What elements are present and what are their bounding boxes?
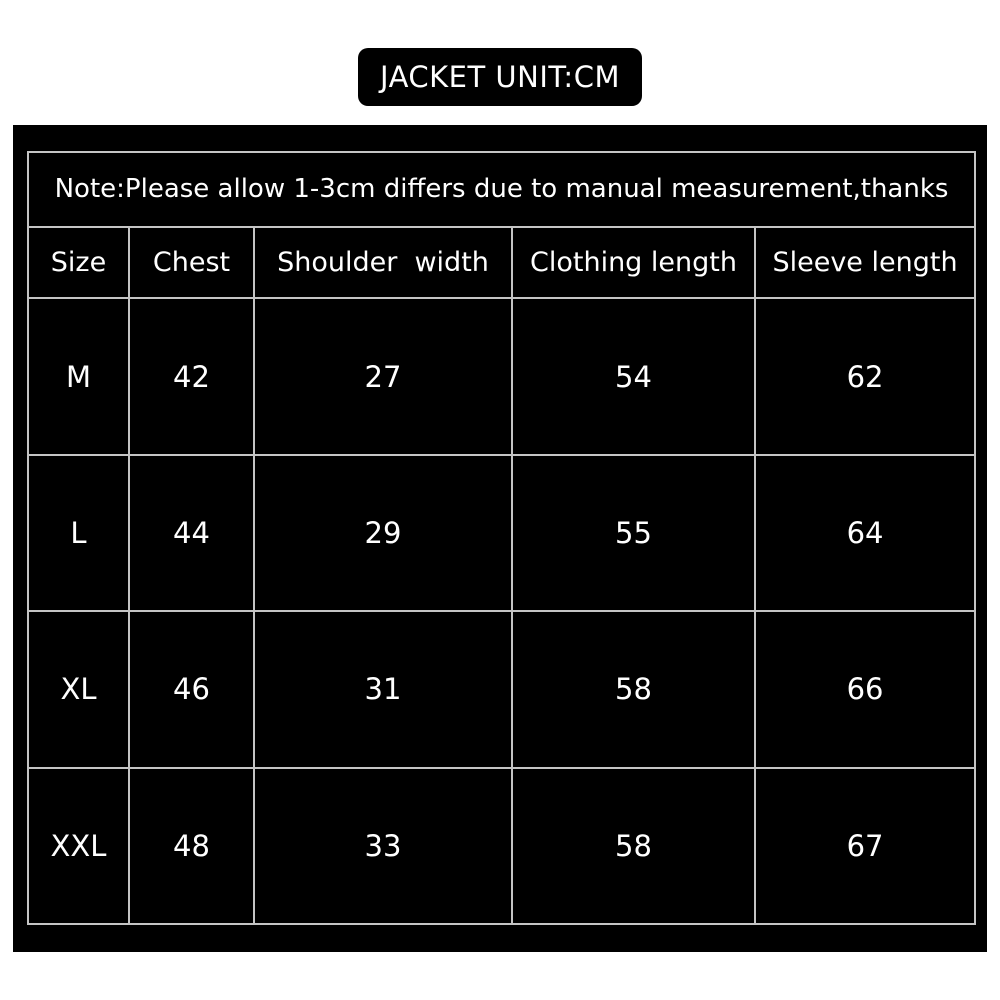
size-cell: XXL	[28, 768, 129, 924]
clothing-length-cell: 55	[512, 455, 755, 611]
chest-cell: 46	[129, 611, 254, 767]
chest-cell: 44	[129, 455, 254, 611]
header-row	[28, 227, 975, 299]
sleeve-length-cell: 66	[755, 611, 975, 767]
clothing-length-cell: 58	[512, 768, 755, 924]
table-row	[28, 611, 975, 767]
size-chart-table	[27, 151, 976, 925]
header-size: Size	[28, 227, 129, 299]
shoulder-width-cell: 27	[254, 298, 512, 454]
size-cell: M	[28, 298, 129, 454]
sleeve-length-cell: 62	[755, 298, 975, 454]
clothing-length-cell: 54	[512, 298, 755, 454]
chest-cell: 48	[129, 768, 254, 924]
size-chart-panel	[13, 125, 987, 952]
shoulder-width-cell: 31	[254, 611, 512, 767]
sleeve-length-cell: 67	[755, 768, 975, 924]
size-cell: XL	[28, 611, 129, 767]
header-sleeve-length: Sleeve length	[755, 227, 975, 299]
page-title: JACKET UNIT:CM	[358, 48, 642, 106]
clothing-length-cell: 58	[512, 611, 755, 767]
shoulder-width-cell: 33	[254, 768, 512, 924]
size-cell: L	[28, 455, 129, 611]
sleeve-length-cell: 64	[755, 455, 975, 611]
measurement-note: Note:Please allow 1-3cm differs due to manual measurement,thanks	[28, 152, 975, 227]
note-row	[28, 152, 975, 227]
table-row	[28, 455, 975, 611]
table-row	[28, 298, 975, 454]
chest-cell: 42	[129, 298, 254, 454]
header-shoulder-width: Shoulder width	[254, 227, 512, 299]
header-chest: Chest	[129, 227, 254, 299]
table-row	[28, 768, 975, 924]
shoulder-width-cell: 29	[254, 455, 512, 611]
header-clothing-length: Clothing length	[512, 227, 755, 299]
